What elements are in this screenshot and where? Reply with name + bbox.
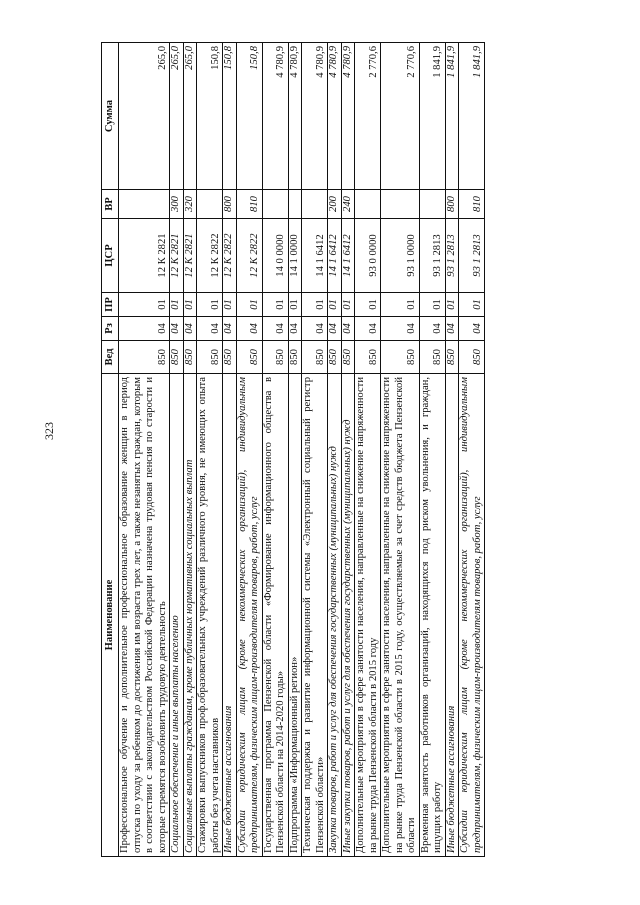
row-vr: 320: [183, 190, 197, 219]
table-row: [302, 43, 328, 857]
row-csr: 93 1 0000: [381, 219, 420, 293]
row-vr: [262, 190, 288, 219]
table-row: [341, 43, 355, 857]
row-name: Иные бюджетные ассигнования: [445, 374, 459, 857]
row-rz: 04: [170, 317, 184, 341]
row-pr: 01: [223, 293, 237, 317]
row-name: Закупка товаров, работ и услуг для обеспечения государственных (муниципальных) нужд: [328, 374, 342, 857]
row-ved: 850: [223, 341, 237, 374]
row-name: Субсидии юридическим лицам (кроме некоммерческих организаций), индивидуальным предпринимателям, физическим лицам-производителям товаров, работ, услуг: [459, 374, 485, 857]
row-name: Стажировки выпускников проф.образовательных учреждений различного уровня, не имеющих опыта работы без учета наставников: [197, 374, 223, 857]
row-rz: 04: [459, 317, 485, 341]
row-pr: 01: [445, 293, 459, 317]
table-row: [119, 43, 170, 857]
row-ved: 850: [262, 341, 288, 374]
row-vr: [381, 190, 420, 219]
row-ved: 850: [183, 341, 197, 374]
row-vr: [419, 190, 445, 219]
row-sum: 4 780,9: [288, 43, 302, 190]
row-rz: 04: [262, 317, 288, 341]
row-sum: 1 841,9: [445, 43, 459, 190]
row-rz: 04: [445, 317, 459, 341]
header-name: Наименование: [102, 374, 119, 857]
header-rz: Рз: [102, 317, 119, 341]
row-sum: 150,8: [236, 43, 262, 190]
row-csr: 12 К 2821: [183, 219, 197, 293]
row-vr: 800: [223, 190, 237, 219]
row-sum: 1 841,9: [459, 43, 485, 190]
row-vr: 200: [328, 190, 342, 219]
row-ved: 850: [288, 341, 302, 374]
row-name: Государственная программа Пензенской области «Формирование информационного общества в Пензенской области на 2014-2020 годы»: [262, 374, 288, 857]
row-csr: 12 К 2821: [170, 219, 184, 293]
row-pr: 01: [341, 293, 355, 317]
row-ved: 850: [119, 341, 170, 374]
row-sum: 265,0: [119, 43, 170, 190]
row-csr: 93 0 0000: [355, 219, 381, 293]
row-csr: 93 1 2813: [445, 219, 459, 293]
row-name: Дополнительные мероприятия в сфере занятости населения, направленные на снижение напряженности на рынке труда Пензенской области в 2015 году, осуществляемые за счет средств бюджета Пензенской области: [381, 374, 420, 857]
row-pr: 01: [170, 293, 184, 317]
row-csr: 93 1 2813: [419, 219, 445, 293]
row-ved: 850: [341, 341, 355, 374]
page-number: 323: [42, 422, 56, 440]
row-csr: 14 0 0000: [262, 219, 288, 293]
row-rz: 04: [328, 317, 342, 341]
row-sum: 265,0: [183, 43, 197, 190]
row-ved: 850: [381, 341, 420, 374]
row-csr: 14 1 6412: [302, 219, 328, 293]
row-csr: 14 1 0000: [288, 219, 302, 293]
row-rz: 04: [197, 317, 223, 341]
row-name: Профессиональное обучение и дополнительное профессиональное образование женщин в период отпуска по уходу за ребенком до достижения им возраста трех лет, а также незанятых граждан, которым в соответствии с законодательством Российской Федерации назначена трудовая пенсия по старости и которые стремятся возобновить трудовую деятельность: [119, 374, 170, 857]
row-rz: 04: [288, 317, 302, 341]
row-vr: 300: [170, 190, 184, 219]
table-row: [328, 43, 342, 857]
row-sum: 150,8: [223, 43, 237, 190]
row-pr: 01: [183, 293, 197, 317]
row-rz: 04: [381, 317, 420, 341]
row-csr: 14 1 6412: [341, 219, 355, 293]
rotated-table-container: [101, 43, 606, 857]
row-rz: 04: [183, 317, 197, 341]
header-sum: Сумма: [102, 43, 119, 190]
table-row: [288, 43, 302, 857]
row-sum: 2 770,6: [355, 43, 381, 190]
row-csr: 12 К 2822: [223, 219, 237, 293]
row-name: Иные бюджетные ассигнования: [223, 374, 237, 857]
table-row: [223, 43, 237, 857]
row-name: Техническая поддержка и развитие информационной системы «Электронный социальный регистр Пензенской области»: [302, 374, 328, 857]
row-vr: 800: [445, 190, 459, 219]
row-rz: 04: [223, 317, 237, 341]
row-pr: 01: [236, 293, 262, 317]
row-name: Временная занятость работников организаций, находящихся под риском увольнения, и граждан, ищущих работу: [419, 374, 445, 857]
row-rz: 04: [419, 317, 445, 341]
table-row: [459, 43, 485, 857]
row-ved: 850: [328, 341, 342, 374]
row-csr: 12 К 2822: [197, 219, 223, 293]
row-pr: 01: [419, 293, 445, 317]
row-name: Дополнительные мероприятия в сфере занятости населения, направленные на снижение напряженности на рынке труда Пензенской области в 2015 году: [355, 374, 381, 857]
row-vr: 810: [459, 190, 485, 219]
table-header-row: [102, 43, 119, 857]
row-pr: 01: [288, 293, 302, 317]
header-vr: ВР: [102, 190, 119, 219]
row-ved: 850: [170, 341, 184, 374]
row-pr: 01: [328, 293, 342, 317]
row-ved: 850: [197, 341, 223, 374]
row-sum: 4 780,9: [341, 43, 355, 190]
row-sum: 1 841,9: [419, 43, 445, 190]
row-vr: [355, 190, 381, 219]
row-pr: 01: [197, 293, 223, 317]
row-pr: 01: [459, 293, 485, 317]
row-name: Субсидии юридическим лицам (кроме некоммерческих организаций), индивидуальным предпринимателям, физическим лицам-производителям товаров, работ, услуг: [236, 374, 262, 857]
row-vr: 810: [236, 190, 262, 219]
row-sum: 4 780,9: [302, 43, 328, 190]
row-ved: 850: [302, 341, 328, 374]
header-pr: ПР: [102, 293, 119, 317]
table-row: [262, 43, 288, 857]
row-rz: 04: [236, 317, 262, 341]
table-row: [381, 43, 420, 857]
row-pr: 01: [302, 293, 328, 317]
row-rz: 04: [302, 317, 328, 341]
table-row: [197, 43, 223, 857]
row-pr: 01: [381, 293, 420, 317]
row-ved: 850: [459, 341, 485, 374]
row-sum: 2 770,6: [381, 43, 420, 190]
row-vr: [302, 190, 328, 219]
row-ved: 850: [355, 341, 381, 374]
row-sum: 150,8: [197, 43, 223, 190]
row-vr: [197, 190, 223, 219]
row-rz: 04: [341, 317, 355, 341]
row-rz: 04: [119, 317, 170, 341]
row-ved: 850: [419, 341, 445, 374]
row-vr: [119, 190, 170, 219]
row-sum: 4 780,9: [328, 43, 342, 190]
row-rz: 04: [355, 317, 381, 341]
row-pr: 01: [119, 293, 170, 317]
row-name: Иные закупки товаров, работ и услуг для обеспечения государственных (муниципальных) нужд: [341, 374, 355, 857]
row-csr: 12 К 2821: [119, 219, 170, 293]
row-sum: 265,0: [170, 43, 184, 190]
row-name: Социальные выплаты гражданам, кроме публичных нормативных социальных выплат: [183, 374, 197, 857]
row-vr: [288, 190, 302, 219]
row-csr: 93 1 2813: [459, 219, 485, 293]
row-name: Подпрограмма «Информационный регион»: [288, 374, 302, 857]
table-row: [183, 43, 197, 857]
row-ved: 850: [236, 341, 262, 374]
table-row: [236, 43, 262, 857]
table-row: [445, 43, 459, 857]
row-pr: 01: [355, 293, 381, 317]
table-row: [170, 43, 184, 857]
row-vr: 240: [341, 190, 355, 219]
row-csr: 12 К 2822: [236, 219, 262, 293]
budget-table: [101, 42, 485, 857]
table-row: [419, 43, 445, 857]
row-ved: 850: [445, 341, 459, 374]
row-name: Социальное обеспечение и иные выплаты населению: [170, 374, 184, 857]
row-csr: 14 1 6412: [328, 219, 342, 293]
header-ved: Вед: [102, 341, 119, 374]
row-pr: 01: [262, 293, 288, 317]
row-sum: 4 780,9: [262, 43, 288, 190]
table-row: [355, 43, 381, 857]
header-csr: ЦСР: [102, 219, 119, 293]
